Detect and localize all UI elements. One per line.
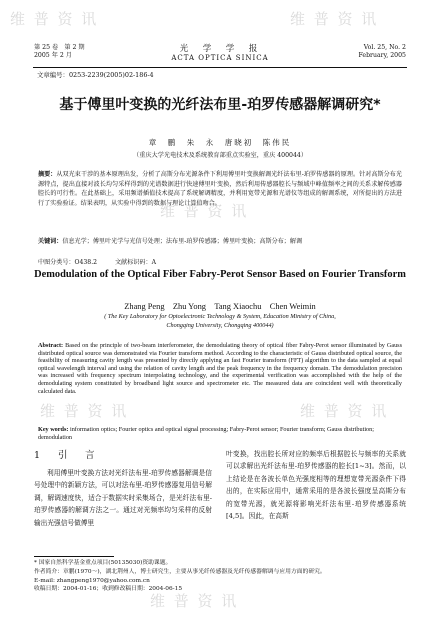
clc-number: 中图分类号：O438.2 [38,259,98,266]
footnote-email: E-mail: zhangpeng1970@yahoo.com.cn [34,577,150,584]
vol-issue-en: Vol. 25, No. 2 [363,44,406,51]
document-code: 文献标识码：A [115,259,156,266]
body-column-left [34,447,212,529]
footnote-dates: 收稿日期：2004-01-16；收到修改稿日期：2004-06-15 [34,586,183,593]
keywords-cn-label: 关键词： [38,238,63,245]
journal-name-en: ACTA OPTICA SINICA [171,54,269,62]
header-center [30,44,410,62]
date-cn: 2005 年 2 月 [34,52,72,59]
watermark: 维 普 资 讯 [160,202,249,220]
authors-cn: 章 鹏 朱 永 唐晓初 陈伟民 [148,138,292,147]
section-heading [34,447,212,461]
abstract-cn-text: 从双光束干涉的基本原理出发，分析了高斯分布光源条件下利用傅里叶变换解调光纤法布里-珀罗传感器的原理。针对高斯分布光源特点，提出直接对波长均匀采样得到的光谱数据进行快速傅里叶变换，然后利用传感器腔长与频域中峰值频率之间的关系求解传感器腔长的可行性。在此基础上，采用频谱插值技术提高了系统解调精度，并利用宽带光源和光谱仪等组成的解调系统，对所提出的方法进行了实验验证。结果表明，从实验中得到的数据与理论计算值吻合。 [38,171,402,207]
title-cn: 基于傅里叶变换的光纤法布里-珀罗传感器解调研究* [59,97,381,113]
title-en: Demodulation of the Optical Fiber Fabry-Perot Sensor Based on Fourier Transform [34,269,406,280]
abstract-en-label: Abstract: [38,342,64,349]
affiliation-en-line1: ( The Key Laboratory for Optoelectronic Technology & System, Education Ministry of China, [104,313,336,320]
journal-header [30,44,410,66]
footnote-funding: * 国家自然科学基金重点项目(50135030)资助课题。 [34,560,172,566]
footnote-rule [34,556,114,557]
keywords-en [38,426,402,441]
watermark: 维 普 资 讯 [290,10,379,28]
journal-name-cn: 光 学 学 报 [179,44,261,54]
authors-en: Zhang Peng Zhu Yong Tang Xiaochu Chen Weimin [124,302,316,311]
watermark: 维 普 资 讯 [150,592,239,610]
body-column-right [226,448,406,522]
section-title: 引 言 [58,450,99,461]
keywords-cn-text: 信息光学；傅里叶光学与光信号处理；法布里-珀罗传感器；傅里叶变换；高斯分布；解调 [62,238,303,245]
header-rule [33,67,407,68]
body-paragraph-left: 利用傅里叶变换方法对光纤法布里-珀罗传感器解调是信号处理中的新颖方法，可以对法布里-珀罗传感器复用信号解调，解调速度快，适合于数据实时采集场合，是光纤法布里-珀罗传感器的解调方法之一。通过对光频率均匀采样的反射输出光强信号做傅里 [34,469,212,527]
affiliation-en [30,313,410,331]
keywords-en-label: Key words: [38,426,69,433]
section-number: 1 [34,450,45,461]
keywords-en-text: information optics; Fourier optics and optical signal processing; Fabry-Perot sensor; Fourier transform; Gauss distribution; demodulation [38,426,374,441]
header-right [358,44,406,60]
abstract-en [38,342,402,395]
abstract-en-text: Based on the principle of two-beam interferometer, the demodulating theory of optical fiber Fabry-Perot sensor illuminated by Gauss distributed optical source was demonstrated via Fourier transform method. According to the characteristic of Gauss distributed optical source, the feasibility of measuring cavity length was presented by directly applying an fast Fourier transform (FFT) algorithm to the data sampled at equal optical wavelength interval and using the relation of cavity length and the peak frequency in the frequency domain. The demodulation precision was increased with frequency spectrum interpolating technology, and the experimental verification was accomplished with the help of the demodulating system constituted by broadband light source and spectrometer etc. The measured data are coincident well with theoretically calculated data. [38,342,402,395]
date-en: February, 2005 [358,52,406,59]
body-paragraph-right: 叶变换，找出腔长所对应的频率后根据腔长与频率的关系就可以求解出光纤法布里-珀罗传感器的腔长[1~3]。然而，以上结论是在各波长单色光强度相等的理想宽带光源条件下得出的，在实际应用中，通常采用的是各波长强度呈高斯分布的宽带光源，就光源将影响光纤法布里-珀罗传感器系统[4,5]。因此，在高斯 [226,450,406,521]
abstract-cn-label: 摘要： [38,171,57,178]
classification [38,257,402,266]
keywords-cn [38,237,402,247]
affiliation-en-line2: Chongqing University, Chongqing 400044) [166,321,274,329]
footnote-author-bio: 作者简介：章鹏(1970～)，湖北荆州人，博士研究生，主要从事光纤传感器及光纤传感器解调与应用方面的研究。 [34,568,326,575]
article-number: 文章编号：0253-2239(2005)02-186-4 [37,71,154,79]
affiliation-cn: （重庆大学光电技术及系统教育部重点实验室，重庆 400044） [132,152,308,159]
abstract-cn [38,170,402,208]
vol-issue-cn: 第 25 卷 第 2 期 [34,44,85,51]
watermark: 维 普 资 讯 [10,10,99,28]
watermark: 维 普 资 讯 [300,402,389,420]
watermark: 维 普 资 讯 [40,402,129,420]
footnotes [34,559,404,594]
